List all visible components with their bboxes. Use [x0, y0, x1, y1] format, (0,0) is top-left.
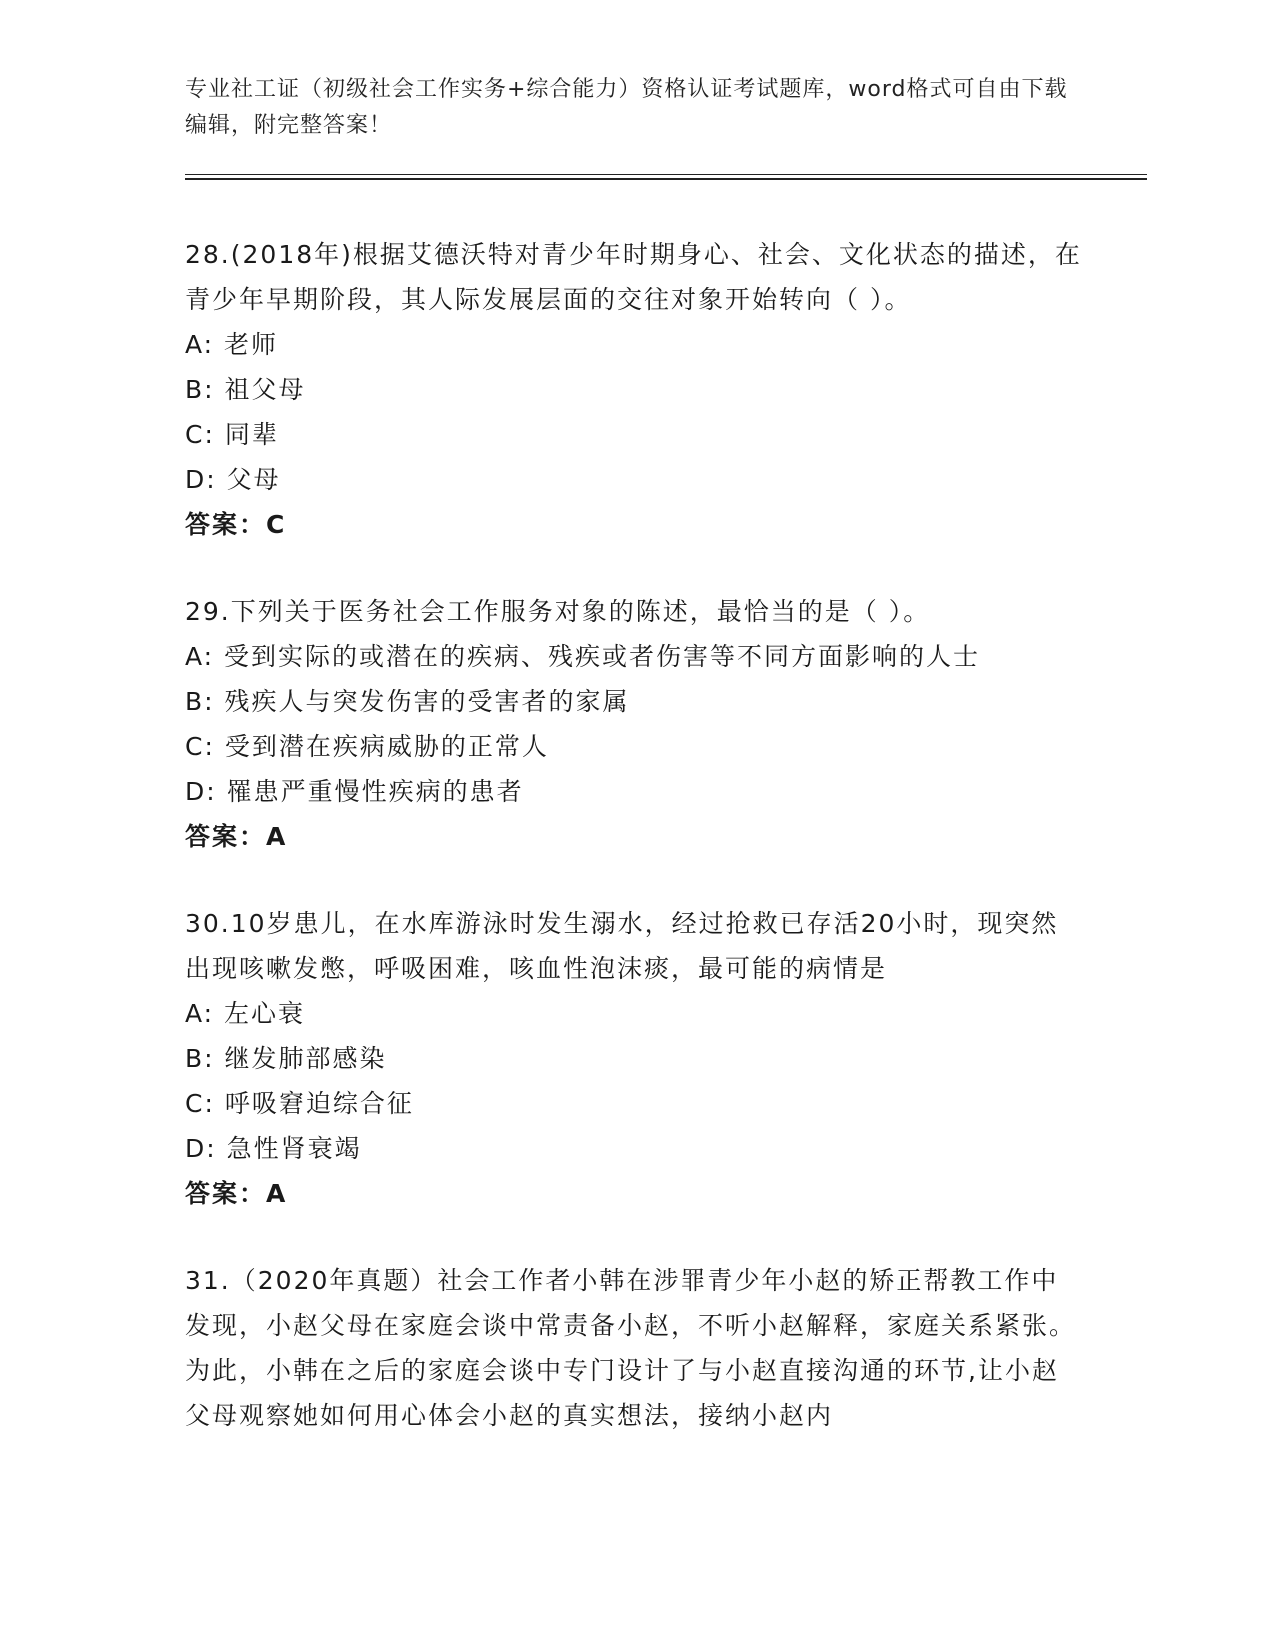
question-stem: 29.下列关于医务社会工作服务对象的陈述，最恰当的是（ ）。: [185, 597, 931, 626]
option-b: B: 祖父母: [185, 375, 306, 404]
question-stem: 28.(2018年)根据艾德沃特对青少年时期身心、社会、文化状态的描述，在青少年早期阶段，其人际发展层面的交往对象开始转向（ ）。: [185, 240, 1082, 314]
option-a: A: 老师: [185, 330, 279, 359]
option-b: B: 继发肺部感染: [185, 1044, 387, 1073]
option-a: A: 受到实际的或潜在的疾病、残疾或者伤害等不同方面影响的人士: [185, 642, 981, 671]
option-a: A: 左心衰: [185, 999, 306, 1028]
option-c: C: 受到潜在疾病威胁的正常人: [185, 732, 549, 761]
question-28: [185, 232, 1085, 547]
answer-line: 答案：A: [185, 822, 288, 851]
option-d: D: 急性肾衰竭: [185, 1134, 362, 1163]
page-header: 专业社工证（初级社会工作实务+综合能力）资格认证考试题库，word格式可自由下载编辑，附完整答案！: [185, 77, 1068, 138]
header-rule-thick: [185, 178, 1147, 180]
question-29: [185, 589, 1085, 859]
question-stem: 31.（2020年真题）社会工作者小韩在涉罪青少年小赵的矫正帮教工作中发现，小赵父母在家庭会谈中常责备小赵，不听小赵解释，家庭关系紧张。为此，小韩在之后的家庭会谈中专门设计了与小赵直接沟通的环节,让小赵父母观察她如何用心体会小赵的真实想法，接纳小赵内: [185, 1266, 1077, 1430]
option-c: C: 同辈: [185, 420, 279, 449]
answer-line: 答案：C: [185, 510, 287, 539]
question-list: [185, 232, 1085, 1480]
option-d: D: 父母: [185, 465, 281, 494]
question-31: [185, 1258, 1085, 1438]
option-c: C: 呼吸窘迫综合征: [185, 1089, 414, 1118]
header-rule-thin: [185, 174, 1147, 175]
question-stem: 30.10岁患儿，在水库游泳时发生溺水，经过抢救已存活20小时，现突然出现咳嗽发憋，呼吸困难，咳血性泡沫痰，最可能的病情是: [185, 909, 1059, 983]
answer-line: 答案：A: [185, 1179, 288, 1208]
option-b: B: 残疾人与突发伤害的受害者的家属: [185, 687, 630, 716]
question-30: [185, 901, 1085, 1216]
option-d: D: 罹患严重慢性疾病的患者: [185, 777, 524, 806]
